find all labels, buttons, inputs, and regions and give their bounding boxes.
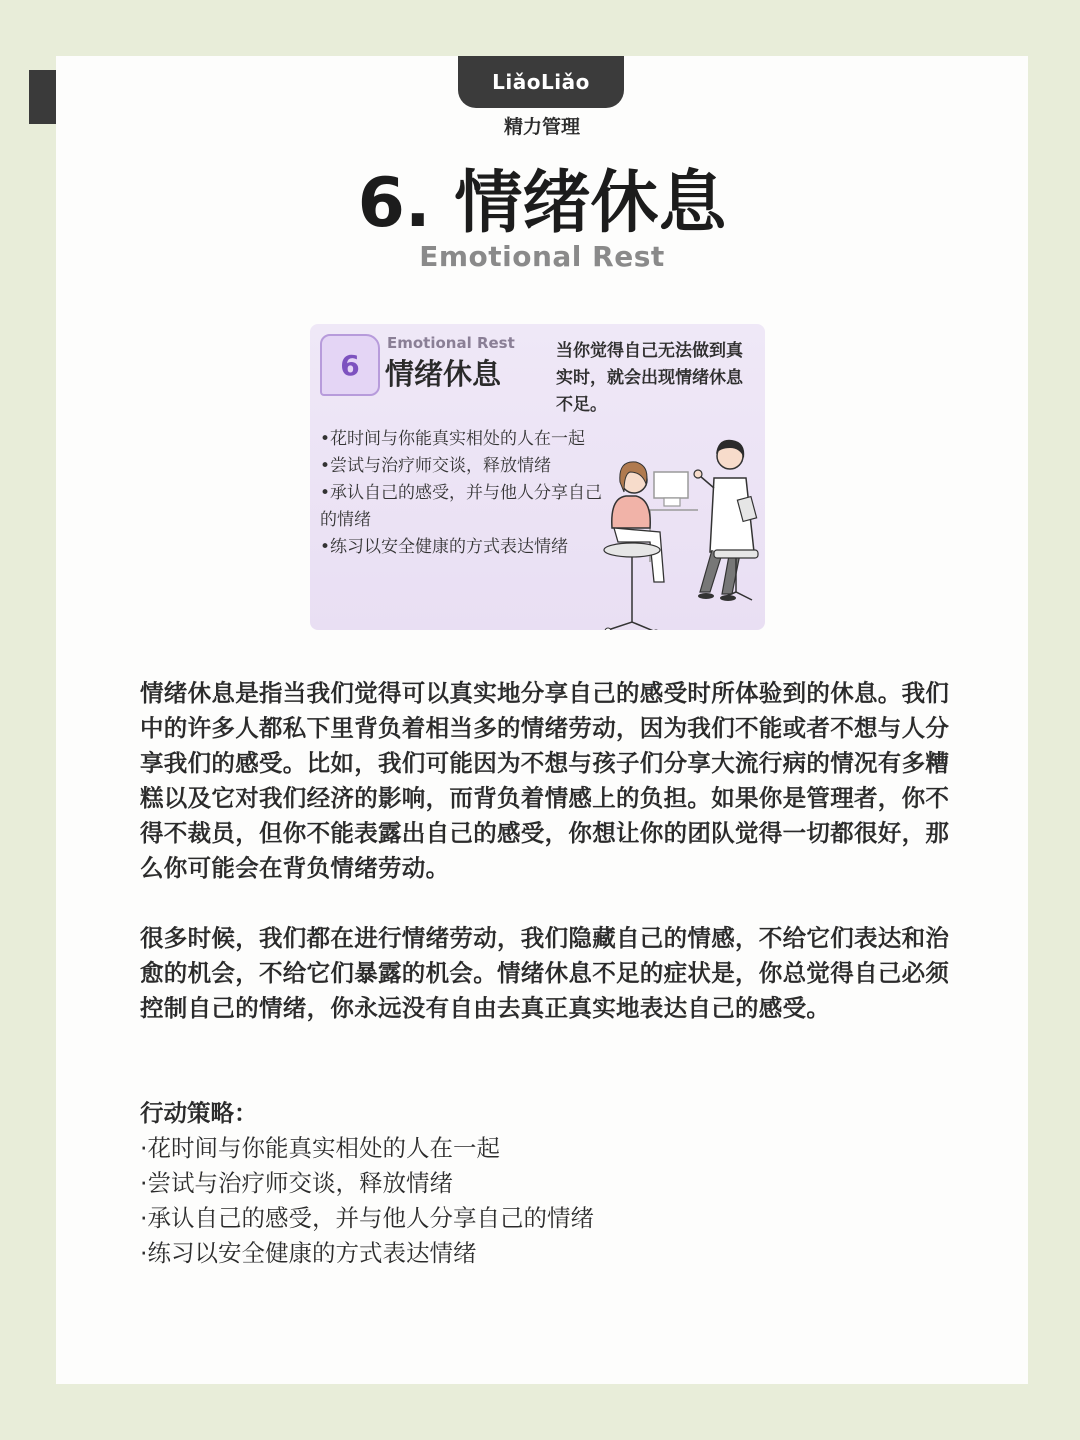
strategy-item: ·尝试与治疗师交谈，释放情绪 [140,1169,453,1197]
page [56,56,1028,1384]
body-paragraph-1: 情绪休息是指当我们觉得可以真实地分享自己的感受时所体验到的休息。我们中的许多人都私下里背负着相当多的情绪劳动，因为我们不能或者不想与人分享我们的感受。比如，我们可能因为不想与孩子们分享大流行病的情况有多糟糕以及它对我们经济的影响，而背负着情感上的负担。如果你是管理者，你不得不裁员，但你不能表露出自己的感受，你想让你的团队觉得一切都很好，那么你可能会在背负情绪劳动。 [140,679,950,882]
side-tab [29,70,56,124]
brand-logo [458,56,624,108]
card-bullet: •练习以安全健康的方式表达情绪 [320,537,569,557]
card-number: 6 [340,348,360,382]
card-bullet: •花时间与你能真实相处的人在一起 [320,429,586,449]
card-bullet: •尝试与治疗师交谈，释放情绪 [320,456,552,476]
strategy-item: ·花时间与你能真实相处的人在一起 [140,1134,500,1162]
brand-logo-text: LiǎoLiǎo [492,70,590,94]
page-subtitle: Emotional Rest [419,240,665,273]
strategy-item: ·练习以安全健康的方式表达情绪 [140,1239,477,1267]
body-paragraph-2: 很多时候，我们都在进行情绪劳动，我们隐藏自己的情感，不给它们表达和治愈的机会，不给它们暴露的机会。情绪休息不足的症状是，你总觉得自己必须控制自己的情绪，你永远没有自由去真正真实地表达自己的感受。 [140,924,950,1022]
strategy-list [140,1131,594,1271]
card-title-en: Emotional Rest [387,334,515,352]
card-bullet-list [320,426,610,561]
category-label: 精力管理 [503,116,580,138]
card-description: 当你觉得自己无法做到真实时，就会出现情绪休息不足。 [556,341,743,415]
page-title: 6. 情绪休息 [357,164,727,243]
strategy-heading: 行动策略： [140,1099,258,1127]
strategy-item: ·承认自己的感受，并与他人分享自己的情绪 [140,1204,594,1232]
card-number-badge [320,334,380,396]
summary-card [310,324,765,630]
card-bullet: •承认自己的感受，并与他人分享自己的情绪 [320,483,603,530]
card-title-cn: 情绪休息 [385,357,502,391]
therapy-session-illustration [590,432,765,630]
